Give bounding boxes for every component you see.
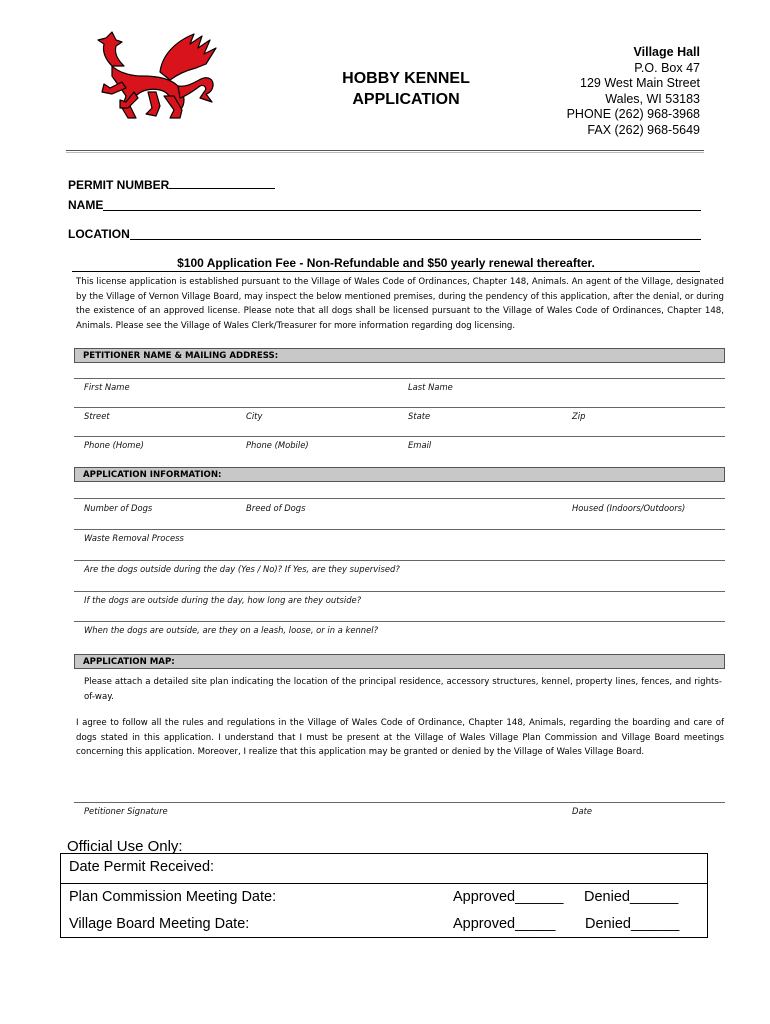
date-permit-received-label: Date Permit Received: [69, 859, 215, 875]
dogs-line[interactable] [74, 498, 725, 499]
leash-line[interactable] [74, 621, 725, 622]
village-address-block [567, 45, 700, 139]
first-name-label: First Name [84, 382, 130, 392]
outside-day-line[interactable] [74, 560, 725, 561]
number-of-dogs-label: Number of Dogs [84, 503, 153, 513]
plan-commission-label: Plan Commission Meeting Date: [69, 889, 277, 905]
header-divider [66, 150, 704, 153]
agreement-paragraph: I agree to follow all the rules and regulations in the Village of Wales Code of Ordinance, Chapter 148, Animals, regarding the boarding and care of dogs stated in this application. I understand that I must be present at the Village of Wales Village Plan Commission and Village Board meetings concerning this application. Moreover, I realize that this application may be granted or denied by the Village of Wales Village Board. [76, 718, 724, 758]
location-label: LOCATION [68, 227, 130, 241]
plan-commission-approved[interactable]: Approved______ [453, 889, 564, 905]
address-po-box: P.O. Box 47 [634, 60, 700, 75]
state-label: State [408, 411, 431, 421]
village-board-denied[interactable]: Denied______ [585, 916, 680, 932]
breed-of-dogs-label: Breed of Dogs [246, 503, 306, 513]
outside-day-question: Are the dogs outside during the day (Yes / No)? If Yes, are they supervised? [84, 564, 400, 574]
street-line[interactable] [74, 407, 725, 408]
name-field[interactable] [68, 198, 701, 212]
application-map-heading: APPLICATION MAP: [74, 654, 725, 669]
street-label: Street [84, 411, 110, 421]
first-name-line[interactable] [74, 378, 725, 379]
plan-commission-row [61, 883, 707, 912]
waste-removal-line[interactable] [74, 529, 725, 530]
phone-line[interactable] [74, 436, 725, 437]
plan-commission-denied[interactable]: Denied______ [584, 889, 679, 905]
address-street: 129 West Main Street [580, 76, 700, 91]
petitioner-section-heading: PETITIONER NAME & MAILING ADDRESS: [74, 348, 725, 363]
last-name-label: Last Name [408, 382, 453, 392]
official-use-title: Official Use Only: [67, 838, 183, 855]
phone-home-label: Phone (Home) [84, 440, 144, 450]
welsh-dragon-logo [82, 26, 232, 130]
how-long-question: If the dogs are outside during the day, how long are they outside? [84, 595, 362, 605]
address-phone: PHONE (262) 968-3968 [566, 107, 700, 122]
fee-notice: $100 Application Fee - Non-Refundable and $50 yearly renewal thereafter. [72, 256, 700, 272]
name-label: NAME [68, 198, 104, 212]
title-line-2: APPLICATION [352, 91, 460, 108]
signature-line[interactable] [74, 802, 725, 803]
signature-date-label: Date [572, 806, 593, 816]
document-title [320, 68, 492, 110]
permit-number-line[interactable] [169, 176, 275, 189]
village-board-approved[interactable]: Approved_____ [453, 916, 556, 932]
village-board-row [61, 912, 707, 938]
email-label: Email [408, 440, 432, 450]
license-paragraph: This license application is established pursuant to the Village of Wales Code of Ordinances, Chapter 148, Animals. An agent of the Village, designated by the Village of Vernon Village Board, may inspect the below mentioned premises, during the pendency of this application, after the denial, or during the existence of an approved license. Please note that all dogs shall be licensed pursuant to the Village of Wales Code of Ordinances, Chapter 148, Animals. Please see the Village of Wales Clerk/Treasurer for more information regarding dog licensing. [76, 277, 724, 331]
how-long-line[interactable] [74, 591, 725, 592]
application-info-heading: APPLICATION INFORMATION: [74, 467, 725, 482]
address-fax: FAX (262) 968-5649 [587, 122, 700, 137]
name-line[interactable] [103, 198, 701, 211]
phone-mobile-label: Phone (Mobile) [246, 440, 309, 450]
location-field[interactable] [68, 227, 701, 241]
address-name: Village Hall [633, 45, 700, 59]
title-line-1: HOBBY KENNEL [342, 70, 470, 87]
petitioner-signature-label: Petitioner Signature [84, 806, 168, 816]
official-use-box [60, 853, 708, 938]
leash-question: When the dogs are outside, are they on a leash, loose, or in a kennel? [84, 625, 379, 635]
location-line[interactable] [130, 227, 701, 240]
village-board-label: Village Board Meeting Date: [69, 916, 250, 932]
city-label: City [246, 411, 263, 421]
waste-removal-label: Waste Removal Process [84, 533, 184, 543]
zip-label: Zip [572, 411, 586, 421]
application-map-text: Please attach a detailed site plan indicating the location of the principal residence, accessory structures, kennel, property lines, fences, and rights-of-way. [84, 677, 722, 702]
permit-number-field[interactable] [68, 176, 275, 192]
address-city: Wales, WI 53183 [605, 91, 700, 106]
housed-label: Housed (Indoors/Outdoors) [572, 503, 686, 513]
permit-number-label: PERMIT NUMBER [68, 178, 170, 192]
